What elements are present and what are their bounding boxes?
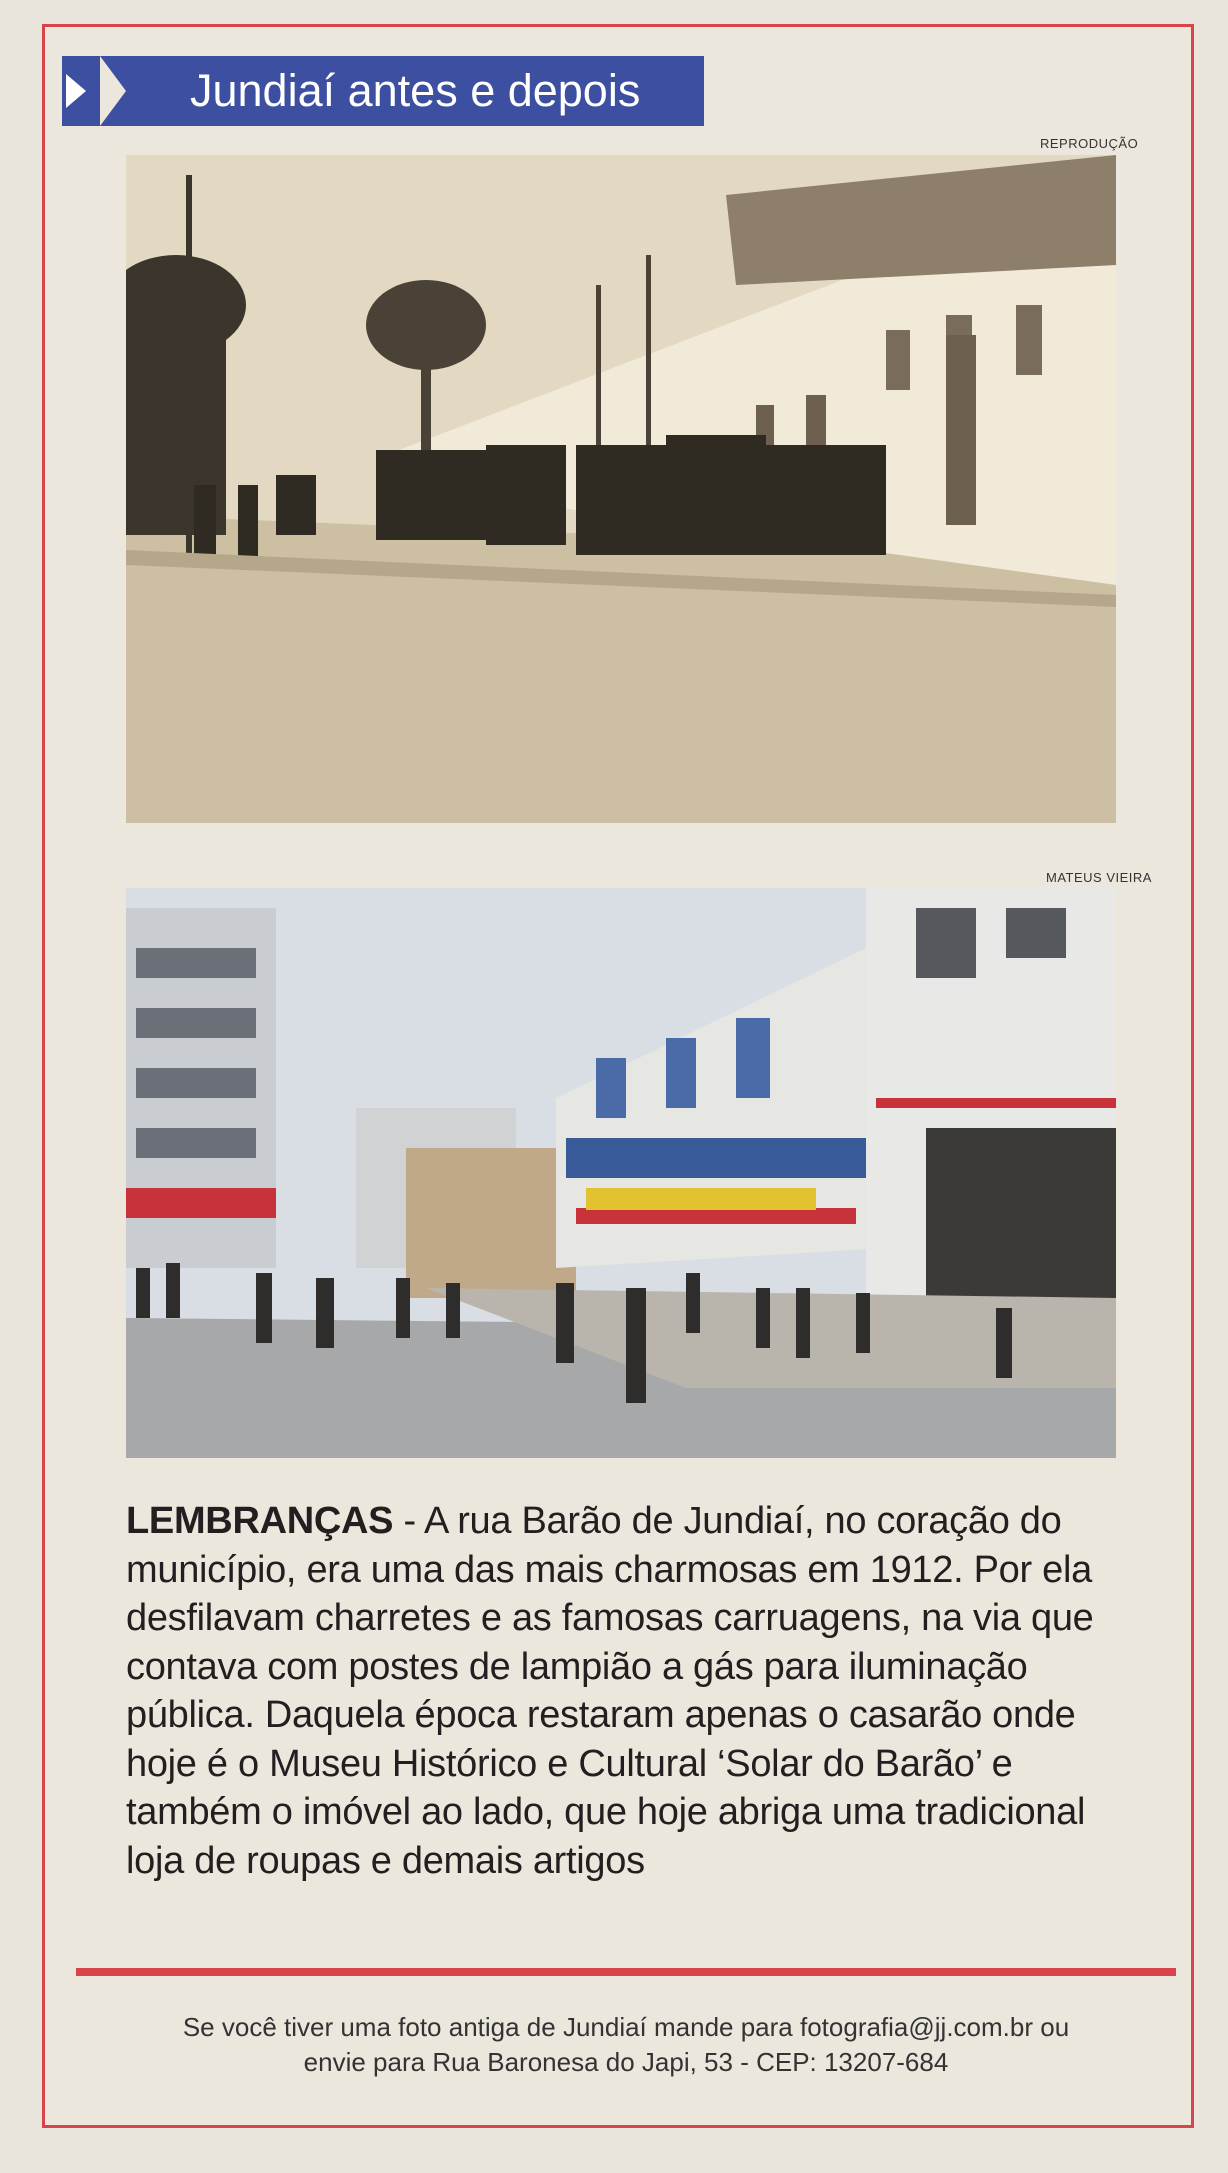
footer-divider (76, 1968, 1176, 1976)
caption-lead: LEMBRANÇAS (126, 1500, 394, 1542)
modern-street-photo (126, 888, 1116, 1458)
modern-street-illustration (126, 888, 1116, 1458)
historic-street-photo (126, 155, 1116, 823)
photo-caption (126, 1497, 1136, 1885)
photo-credit-new: MATEUS VIEIRA (1046, 870, 1152, 885)
section-title: Jundiaí antes e depois (190, 65, 641, 116)
footer-line-2: envie para Rua Baronesa do Japi, 53 - CEP: 13207-684 (303, 2047, 949, 2077)
caption-separator: - (393, 1500, 424, 1542)
section-banner (62, 56, 704, 126)
play-arrow-icon (66, 74, 86, 108)
historic-street-illustration (126, 155, 1116, 823)
banner-notch (100, 56, 126, 126)
caption-body: A rua Barão de Jundiaí, no coração do município, era uma das mais charmosas em 1912. Por ela desfilavam charretes e as famosas carruagens, na via que contava com postes de lampião a gás para iluminação pública. Daquela época restaram apenas o casarão onde hoje é o Museu Histórico e Cultural ‘Solar do Barão’ e também o imóvel ao lado, que hoje abriga uma tradicional loja de roupas e demais artigos (126, 1500, 1094, 1882)
photo-credit-old: REPRODUÇÃO (1040, 136, 1139, 151)
footer-note (76, 2010, 1176, 2080)
footer-line-1: Se você tiver uma foto antiga de Jundiaí mande para fotografia@jj.com.br ou (182, 2012, 1070, 2042)
